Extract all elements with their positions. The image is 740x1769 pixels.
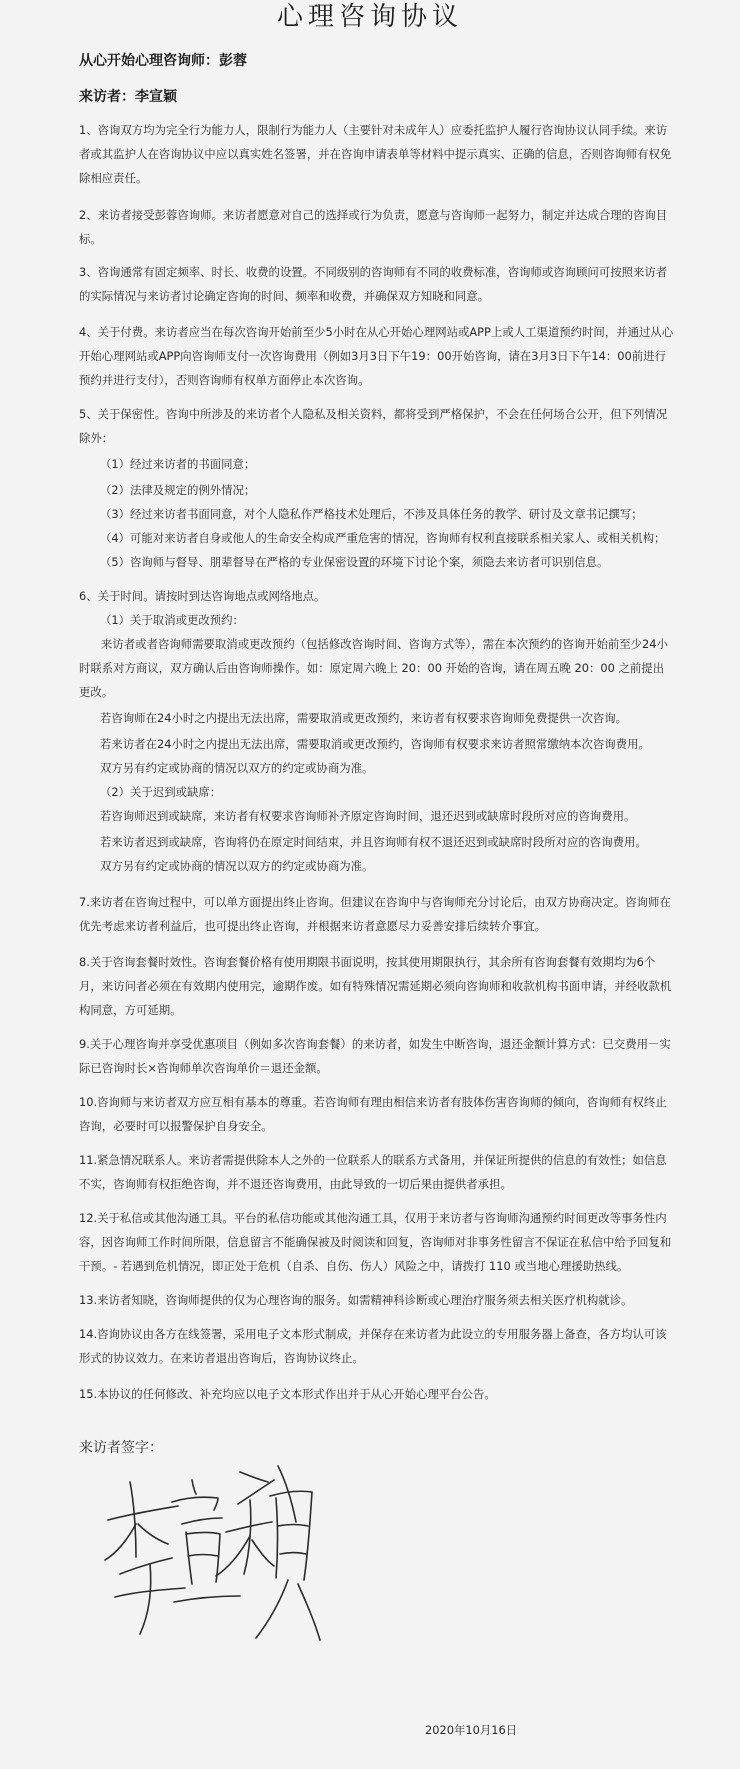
- handwritten-signature: [100, 1462, 340, 1662]
- clause-10: 10.咨询师与来访者双方应互相有基本的尊重。若咨询师有理由相信来访者有肢体伤害咨询师的倾向，咨询师有权终止咨询，必要时可以报警保护自身安全。: [79, 1095, 667, 1133]
- counselor-line: 从心开始心理咨询师：彭蓉: [79, 53, 247, 69]
- signing-date: 2020年10月16日: [425, 1723, 518, 1737]
- clause-6-1-b: 若来访者在24小时之内提出无法出席，需要取消或更改预约，咨询师有权要求来访者照常缴纳本次咨询费用。: [100, 737, 650, 751]
- clause-6-2-title: （2）关于迟到或缺席：: [100, 785, 222, 799]
- clause-5-item: （1）经过来访者的书面同意；: [100, 457, 256, 471]
- clause-9: 9.关于心理咨询并享受优惠项目（例如多次咨询套餐）的来访者，如发生中断咨询，退还金额计算方式：已交费用－实际已咨询时长×咨询师单次咨询单价＝退还金额。: [79, 1037, 671, 1075]
- clause-8: 8.关于咨询套餐时效性。咨询套餐价格有使用期限书面说明，按其使用期限执行，其余所有咨询套餐有效期均为6个月，来访问者必须在有效期内使用完，逾期作废。如有特殊情况需延期必须向咨询师和收款机构书面申请，并经收款机构同意，方可延期。: [79, 955, 672, 1017]
- clause-6-1-body: 来访者或者咨询师需要取消或更改预约（包括修改咨询时间、咨询方式等），需在本次预约的咨询开始前至少24小时联系对方商议，双方确认后由咨询师操作。如：原定周六晚上 20：00 开始的咨询，请在周五晚 20：00 之前提出更改。: [79, 637, 668, 699]
- clause-6: 6、关于时间。请按时到达咨询地点或网络地点。: [79, 589, 326, 603]
- clause-6-1-c: 双方另有约定或协商的情况以双方的约定或协商为准。: [100, 761, 374, 775]
- client-line: 来访者：李宣颖: [79, 89, 177, 105]
- page-title: 心理咨询协议: [276, 2, 463, 32]
- clause-2: 2、来访者接受彭蓉咨询师。来访者愿意对自己的选择或行为负责，愿意与咨询师一起努力，制定并达成合理的咨询目标。: [79, 208, 668, 246]
- clause-5-item: （2）法律及规定的例外情况；: [100, 483, 256, 497]
- clause-6-2-c: 双方另有约定或协商的情况以双方的约定或协商为准。: [100, 859, 374, 873]
- clause-14: 14.咨询协议由各方在线签署，采用电子文本形式制成，并保存在来访者为此设立的专用服务器上备查，各方均认可该形式的协议效力。在来访者退出咨询后，咨询协议终止。: [79, 1327, 667, 1365]
- clause-4: 4、关于付费。来访者应当在每次咨询开始前至少5小时在从心开始心理网站或APP上或人工渠道预约时间，并通过从心开始心理网站或APP向咨询师支付一次咨询费用（例如3月3日下午19：00开始咨询，请在3月3日下午14：00前进行预约并进行支付），否则咨询师有权单方面停止本次咨询。: [79, 325, 674, 387]
- clause-5-item: （4）可能对来访者自身或他人的生命安全构成严重危害的情况，咨询师有权利直接联系相关家人、或相关机构；: [100, 531, 666, 545]
- clause-1: 1、咨询双方均为完全行为能力人，限制行为能力人（主要针对未成年人）应委托监护人履行咨询协议认同手续。来访者或其监护人在咨询协议中应以真实姓名签署，并在咨询申请表单等材料中提示真实、正确的信息，否则咨询师有权免除相应责任。: [79, 123, 672, 185]
- clause-5-item: （5）咨询师与督导、朋辈督导在严格的专业保密设置的环境下讨论个案，须隐去来访者可识别信息。: [100, 555, 609, 569]
- clause-15: 15.本协议的任何修改、补充均应以电子文本形式作出并于从心开始心理平台公告。: [79, 1387, 496, 1401]
- clause-6-1-title: （1）关于取消或更改预约：: [100, 613, 244, 627]
- clause-5-item: （3）经过来访者书面同意，对个人隐私作严格技术处理后，不涉及具体任务的教学、研讨及文章书记撰写；: [100, 507, 643, 521]
- signature-label: 来访者签字：: [79, 1440, 163, 1456]
- clause-3: 3、咨询通常有固定频率、时长、收费的设置。不同级别的咨询师有不同的收费标准，咨询师或咨询顾问可按照来访者的实际情况与来访者讨论确定咨询的时间、频率和收费，并确保双方知晓和同意。: [79, 265, 668, 303]
- clause-13: 13.来访者知晓，咨询师提供的仅为心理咨询的服务。如需精神科诊断或心理治疗服务须去相关医疗机构就诊。: [79, 1293, 633, 1307]
- clause-6-2-b: 若来访者迟到或缺席，咨询将仍在原定时间结束，并且咨询师有权不退还迟到或缺席时段所对应的咨询费用。: [100, 835, 647, 849]
- clause-6-1-a: 若咨询师在24小时之内提出无法出席，需要取消或更改预约，来访者有权要求咨询师免费提供一次咨询。: [100, 711, 628, 725]
- clause-6-2-a: 若咨询师迟到或缺席，来访者有权要求咨询师补齐原定咨询时间，退还迟到或缺席时段所对应的咨询费用。: [100, 809, 636, 823]
- clause-7: 7.来访者在咨询过程中，可以单方面提出终止咨询。但建议在咨询中与咨询师充分讨论后，由双方协商决定。咨询师在优先考虑来访者利益后，也可提出终止咨询，并根据来访者意愿尽力妥善安排后续转介事宜。: [79, 895, 671, 933]
- clause-11: 11.紧急情况联系人。来访者需提供除本人之外的一位联系人的联系方式备用，并保证所提供的信息的有效性；如信息不实，咨询师有权拒绝咨询，并不退还咨询费用，由此导致的一切后果由提供者承担。: [79, 1153, 667, 1191]
- clause-12: 12.关于私信或其他沟通工具。平台的私信功能或其他沟通工具，仅用于来访者与咨询师沟通预约时间更改等事务性内容，因咨询师工作时间所限，信息留言不能确保被及时阅读和回复，咨询师对非事务性留言不保证在私信中给予回复和干预。- 若遇到危机情况，即正处于危机（自杀、自伤、伤人）风险之中，请拨打 110 或当地心理援助热线。: [79, 1211, 672, 1273]
- clause-5: 5、关于保密性。咨询中所涉及的来访者个人隐私及相关资料，都将受到严格保护，不会在任何场合公开，但下列情况除外：: [79, 407, 668, 445]
